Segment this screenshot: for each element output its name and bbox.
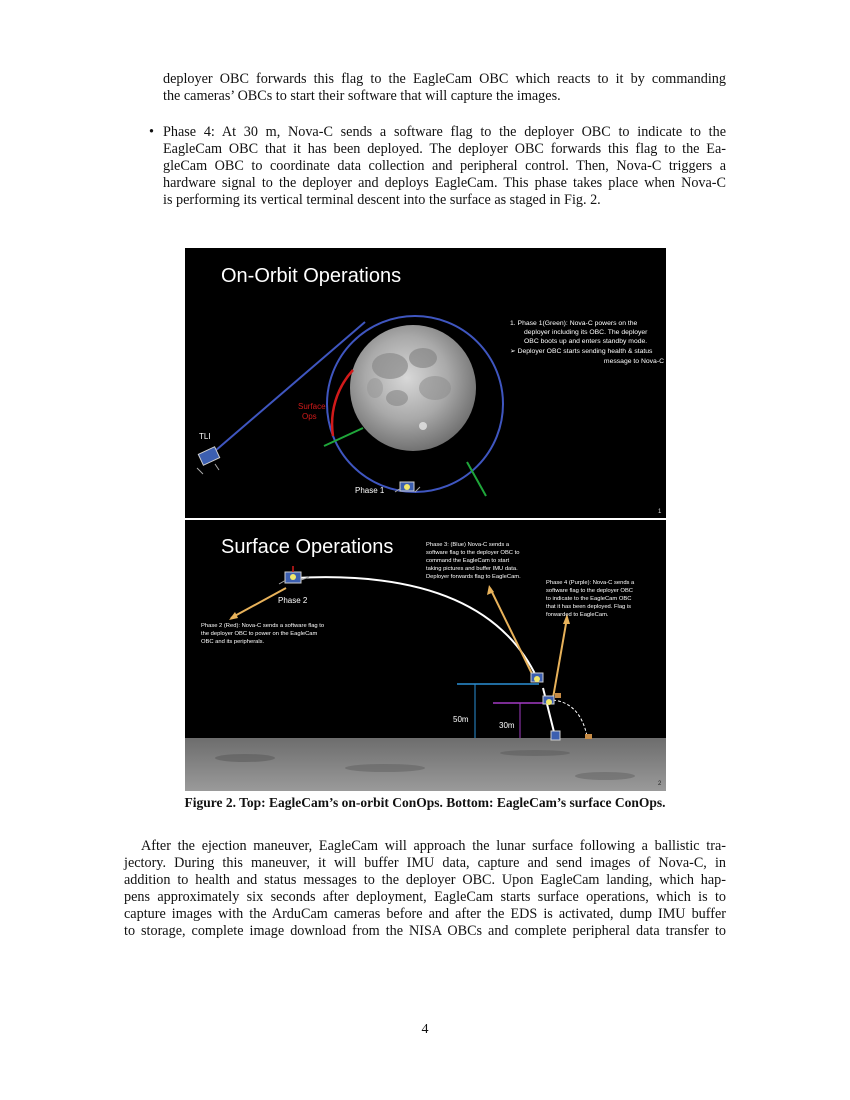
phase2-label: Phase 2 xyxy=(278,596,308,605)
phase1-bullet-line: ➢ Deployer OBC starts sending health & status xyxy=(510,348,653,355)
phase1-item: 1. Phase 1(Green): Nova-C powers on the xyxy=(510,320,638,327)
text-line: EagleCam OBC that it has been deployed. The deployer OBC forwards this flag to the Ea- xyxy=(163,141,726,157)
text-line: gleCam OBC to coordinate data collection and peripheral control. Then, Nova-C triggers a xyxy=(163,158,726,174)
slide-number-2: 2 xyxy=(658,781,662,787)
phase1-bullet-line-2: message to Nova-C xyxy=(603,358,664,365)
text-line: Phase 4: At 30 m, Nova-C sends a software flag to the deployer OBC to indicate to the xyxy=(163,124,726,140)
moon-image xyxy=(350,325,476,451)
text-line: the cameras’ OBCs to start their software that will capture the images. xyxy=(163,88,561,104)
tli-label: TLI xyxy=(199,432,211,441)
phase3-line: Deployer forwards flag to EagleCam. xyxy=(426,574,521,580)
slide-number-1: 1 xyxy=(658,509,662,515)
phase1-line: OBC boots up and enters standby mode. xyxy=(524,338,648,345)
text-line: After the ejection maneuver, EagleCam will approach the lunar surface following a ballistic tra- xyxy=(141,838,726,854)
text-line: capture images with the ArduCam cameras before and after the EDS is activated, dump IMU buffer xyxy=(124,906,726,922)
paragraph-continuation xyxy=(163,71,726,105)
phase1-line: deployer including its OBC. The deployer xyxy=(524,329,648,336)
phase3-description xyxy=(426,542,521,580)
phase1-label: Phase 1 xyxy=(355,486,385,495)
phase3-line: software flag to the deployer OBC to xyxy=(426,550,520,556)
phase4-line: software flag to the deployer OBC xyxy=(546,588,633,594)
nova-c-phase3-icon xyxy=(531,673,543,682)
eaglecam-landed-icon xyxy=(585,734,592,739)
figure-caption: Figure 2. Top: EagleCam’s on-orbit ConOps. Bottom: EagleCam’s surface ConOps. xyxy=(184,795,666,810)
bullet-marker: • xyxy=(149,124,154,140)
phase4-line: forwarded to EagleCam. xyxy=(546,612,609,618)
altitude-30m-label: 30m xyxy=(499,721,515,730)
text-line: deployer OBC forwards this flag to the EagleCam OBC which reacts to it by commanding xyxy=(163,71,726,87)
conops-figure xyxy=(185,248,666,791)
phase3-line: Phase 3: (Blue) Nova-C sends a xyxy=(426,542,510,548)
phase2-line: OBC and its peripherals. xyxy=(201,639,265,645)
phase4-line: to indicate to the EagleCam OBC xyxy=(546,596,632,602)
panel-divider xyxy=(185,518,666,520)
page-number: 4 xyxy=(421,1022,429,1037)
text-line: is performing its vertical terminal descent into the surface as staged in Fig. 2. xyxy=(163,192,601,208)
surface-ops-label-2: Ops xyxy=(302,412,317,421)
bottom-panel-title: Surface Operations xyxy=(221,536,394,558)
text-line: jectory. During this maneuver, it will buffer IMU data, capture and send images of Nova-C, in xyxy=(124,855,726,871)
phase4-line: Phase 4 (Purple): Nova-C sends a xyxy=(546,580,635,586)
altitude-50m-label: 50m xyxy=(453,715,469,724)
bottom-panel xyxy=(185,520,666,791)
nova-c-landed-icon xyxy=(551,731,560,740)
text-line: addition to health and status messages to the deployer OBC. Upon EagleCam landing, which hap- xyxy=(124,872,726,888)
phase2-line: Phase 2 (Red): Nova-C sends a software flag to xyxy=(201,623,325,629)
phase4-line: that it has been deployed. Flag is xyxy=(546,604,632,610)
text-line: pens approximately six seconds after deployment, EagleCam starts surface operations, which is to xyxy=(124,889,726,905)
phase3-line: command the EagleCam to start xyxy=(426,558,510,564)
surface-ops-label: Surface xyxy=(298,402,326,411)
phase3-line: taking pictures and buffer IMU data. xyxy=(426,566,518,572)
lunar-surface xyxy=(185,738,666,791)
text-line: hardware signal to the deployer and deploys EagleCam. This phase takes place when Nova-C xyxy=(163,175,726,191)
top-panel-title: On-Orbit Operations xyxy=(221,265,402,287)
paragraph-ejection-maneuver xyxy=(124,838,726,940)
text-line: to storage, complete image download from the NISA OBCs and complete peripheral data transfer to xyxy=(124,923,726,939)
phase2-line: the deployer OBC to power on the EagleCam xyxy=(201,631,318,637)
top-panel xyxy=(185,248,666,518)
